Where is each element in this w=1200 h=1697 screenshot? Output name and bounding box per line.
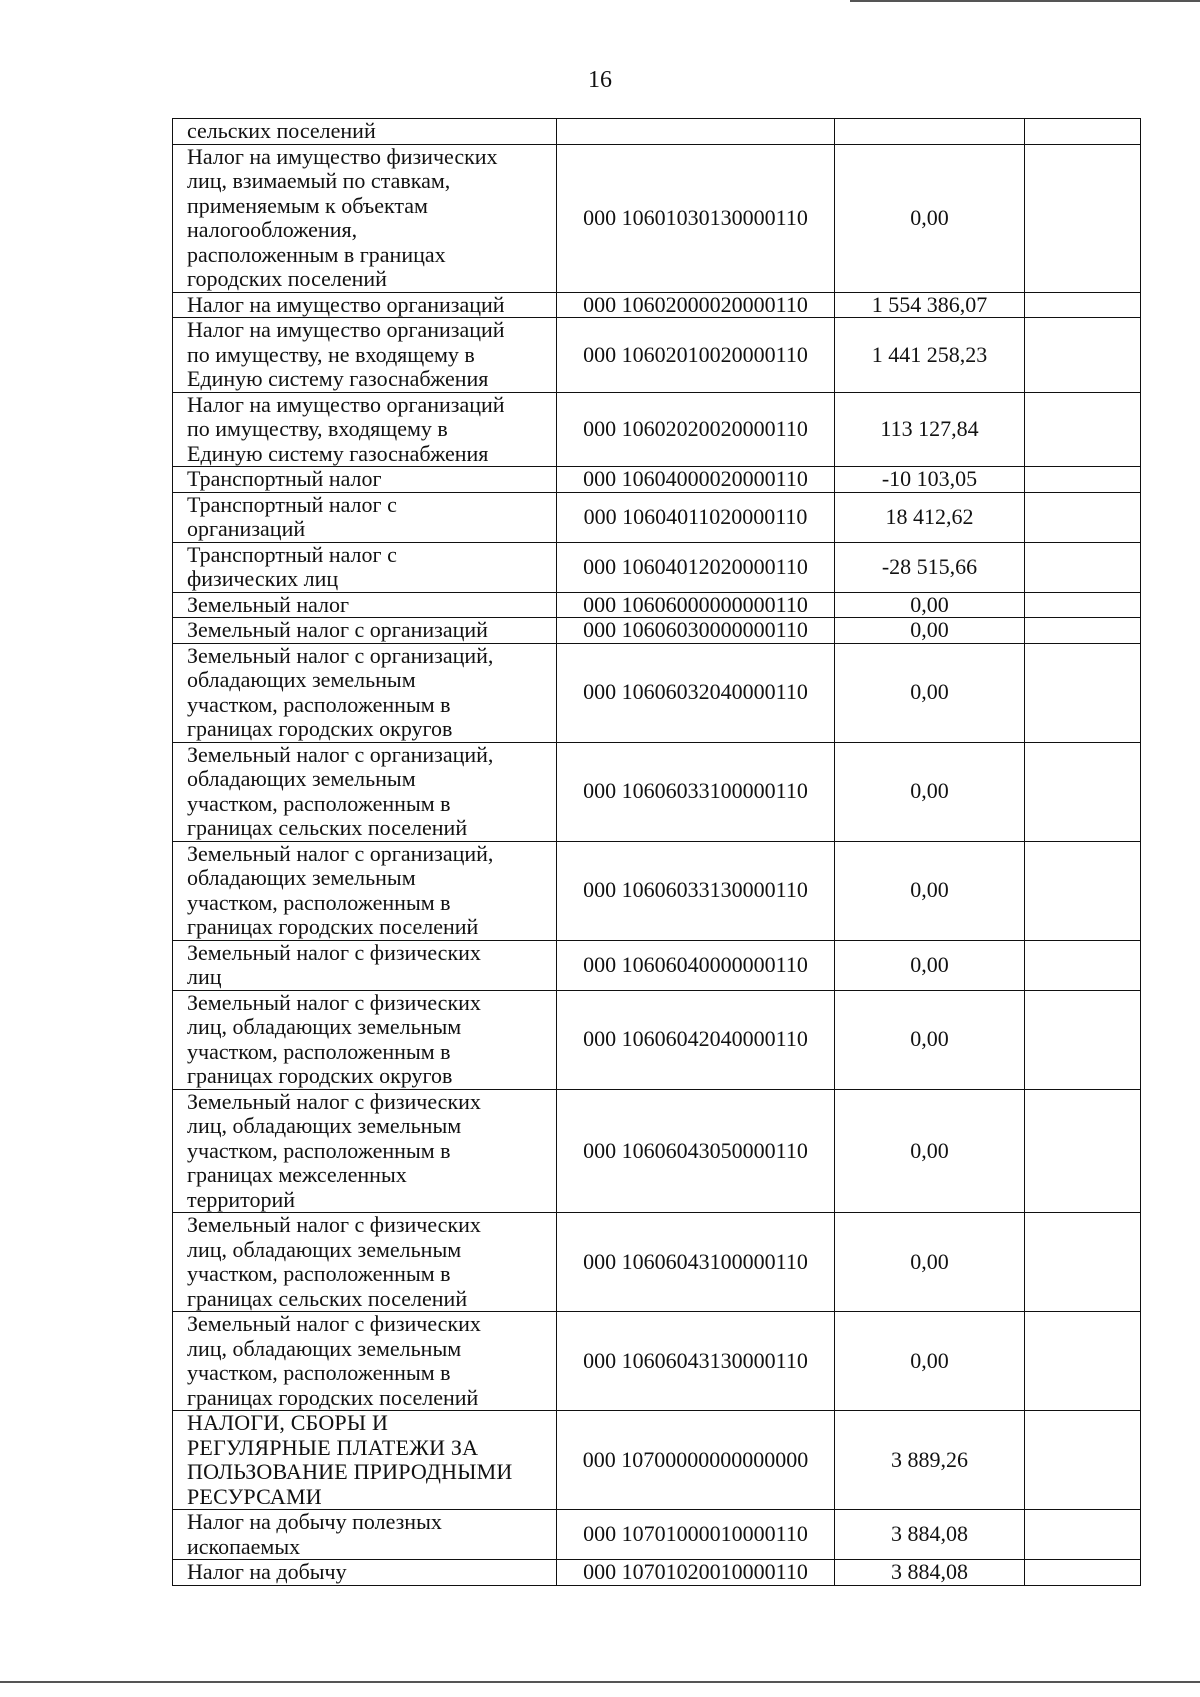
table-row	[173, 542, 1141, 592]
revenue-name-line: физических лиц	[187, 566, 339, 591]
budget-code-cell: 000 10602020020000110	[557, 392, 835, 467]
revenue-name-cell	[173, 841, 557, 940]
empty-column-cell	[1025, 1560, 1141, 1586]
budget-code-cell: 000 10601030130000110	[557, 144, 835, 292]
amount-cell: 3 884,08	[835, 1510, 1025, 1560]
revenue-name-line: границах межселенных	[187, 1162, 407, 1187]
amount-cell: 0,00	[835, 592, 1025, 618]
budget-code-cell: 000 10606033100000110	[557, 742, 835, 841]
empty-column-cell	[1025, 119, 1141, 145]
empty-column-cell	[1025, 1089, 1141, 1213]
amount-cell: 0,00	[835, 841, 1025, 940]
budget-code-cell: 000 10606040000000110	[557, 940, 835, 990]
page-number: 16	[588, 67, 612, 93]
revenue-name-line: границах городских поселений	[187, 1384, 479, 1410]
revenue-name-cell	[173, 1213, 557, 1312]
table-row	[173, 1510, 1141, 1560]
revenue-name-line: границах городских поселений	[187, 914, 479, 939]
amount-cell: 0,00	[835, 618, 1025, 644]
revenue-name-cell	[173, 1510, 557, 1560]
revenue-name-cell	[173, 1312, 557, 1411]
amount-cell: -10 103,05	[835, 467, 1025, 493]
budget-code-cell: 000 10700000000000000	[557, 1411, 835, 1510]
revenue-name-cell	[173, 618, 557, 644]
revenue-name-line: Налог на имущество организаций	[187, 317, 505, 342]
revenue-name-line: Налог на имущество физических	[187, 144, 498, 169]
budget-code-cell	[557, 119, 835, 145]
revenue-name-line: участком, расположенным в	[187, 889, 451, 915]
empty-column-cell	[1025, 492, 1141, 542]
revenue-name-line: РЕСУРСАМИ	[187, 1483, 322, 1509]
revenue-name-line: Единую систему газоснабжения	[187, 440, 489, 466]
revenue-name-line: участком, расположенным в	[187, 790, 451, 816]
revenue-name-cell	[173, 467, 557, 493]
empty-column-cell	[1025, 542, 1141, 592]
revenue-name-line: расположенным в границах	[187, 241, 446, 267]
budget-code-cell: 000 10606042040000110	[557, 990, 835, 1089]
revenue-name-line: налогообложения,	[187, 217, 358, 242]
empty-column-cell	[1025, 292, 1141, 318]
table-row	[173, 119, 1141, 145]
empty-column-cell	[1025, 1510, 1141, 1560]
empty-column-cell	[1025, 318, 1141, 393]
empty-column-cell	[1025, 467, 1141, 493]
revenue-name-line: применяемым к объектам	[187, 192, 428, 218]
budget-code-cell: 000 10604012020000110	[557, 542, 835, 592]
table-row	[173, 618, 1141, 644]
amount-cell: 113 127,84	[835, 392, 1025, 467]
amount-cell: 1 441 258,23	[835, 318, 1025, 393]
revenue-name-line: обладающих земельным	[187, 667, 416, 692]
empty-column-cell	[1025, 990, 1141, 1089]
scan-edge-line-bottom	[0, 1681, 1200, 1683]
revenue-name-line: участком, расположенным в	[187, 1360, 451, 1385]
budget-code-cell: 000 10606043130000110	[557, 1312, 835, 1411]
table-row	[173, 492, 1141, 542]
revenue-name-line: Транспортный налог с	[187, 492, 397, 517]
amount-cell: 0,00	[835, 643, 1025, 742]
table-row	[173, 1089, 1141, 1213]
revenue-name-line: по имуществу, входящему в	[187, 416, 448, 441]
table-row	[173, 643, 1141, 742]
revenue-name-line: лиц, обладающих земельным	[187, 1335, 462, 1361]
empty-column-cell	[1025, 618, 1141, 644]
revenue-name-line: организаций	[187, 516, 306, 541]
table-row	[173, 742, 1141, 841]
amount-cell: 0,00	[835, 742, 1025, 841]
table-row	[173, 592, 1141, 618]
budget-code-cell: 000 10606043050000110	[557, 1089, 835, 1213]
table-row	[173, 940, 1141, 990]
table-row	[173, 1560, 1141, 1586]
table-row	[173, 1411, 1141, 1510]
revenue-name-line: участком, расположенным в	[187, 1137, 451, 1163]
revenue-name-line: обладающих земельным	[187, 766, 416, 791]
revenue-table	[172, 118, 1141, 1586]
budget-code-cell: 000 10701000010000110	[557, 1510, 835, 1560]
revenue-name-line: лиц, обладающих земельным	[187, 1014, 462, 1039]
table-row	[173, 392, 1141, 467]
revenue-name-line: обладающих земельным	[187, 865, 416, 890]
revenue-name-line: Земельный налог с организаций,	[187, 841, 494, 866]
revenue-name-line: Налог на добычу полезных	[187, 1509, 442, 1534]
revenue-name-line: границах сельских поселений	[187, 1285, 468, 1311]
revenue-name-line: городских поселений	[187, 266, 387, 291]
revenue-name-line: Земельный налог	[187, 592, 350, 617]
amount-cell: -28 515,66	[835, 542, 1025, 592]
amount-cell: 0,00	[835, 940, 1025, 990]
amount-cell: 1 554 386,07	[835, 292, 1025, 318]
revenue-name-line: Земельный налог с организаций	[187, 617, 488, 642]
amount-cell: 3 889,26	[835, 1411, 1025, 1510]
revenue-name-line: Транспортный налог	[187, 466, 382, 491]
revenue-name-line: ПОЛЬЗОВАНИЕ ПРИРОДНЫМИ	[187, 1459, 513, 1484]
revenue-name-line: лиц, обладающих земельным	[187, 1236, 462, 1262]
revenue-name-cell	[173, 990, 557, 1089]
table-row	[173, 990, 1141, 1089]
budget-code-cell: 000 10606030000000110	[557, 618, 835, 644]
amount-cell: 0,00	[835, 1213, 1025, 1312]
empty-column-cell	[1025, 1312, 1141, 1411]
table-row	[173, 841, 1141, 940]
revenue-name-line: участком, расположенным в	[187, 1038, 451, 1064]
amount-cell: 0,00	[835, 990, 1025, 1089]
amount-cell: 3 884,08	[835, 1560, 1025, 1586]
revenue-name-cell	[173, 1560, 557, 1586]
revenue-name-line: РЕГУЛЯРНЫЕ ПЛАТЕЖИ ЗА	[187, 1434, 479, 1460]
amount-cell: 18 412,62	[835, 492, 1025, 542]
budget-code-cell: 000 10606000000000110	[557, 592, 835, 618]
revenue-name-line: территорий	[187, 1186, 296, 1212]
empty-column-cell	[1025, 841, 1141, 940]
budget-code-cell: 000 10604000020000110	[557, 467, 835, 493]
revenue-name-line: Единую систему газоснабжения	[187, 366, 489, 391]
revenue-name-line: участком, расположенным в	[187, 691, 451, 717]
revenue-name-line: Земельный налог с физических	[187, 1212, 481, 1237]
empty-column-cell	[1025, 592, 1141, 618]
revenue-name-cell	[173, 1089, 557, 1213]
budget-code-cell: 000 10602010020000110	[557, 318, 835, 393]
revenue-name-line: лиц	[187, 964, 222, 989]
scan-edge-line-top	[850, 0, 1200, 2]
table-row	[173, 318, 1141, 393]
amount-cell: 0,00	[835, 144, 1025, 292]
revenue-name-line: Земельный налог с физических	[187, 1089, 481, 1114]
revenue-name-line: лиц, обладающих земельным	[187, 1113, 462, 1138]
revenue-name-line: Земельный налог с физических	[187, 1311, 481, 1336]
revenue-name-line: Налог на добычу	[187, 1559, 347, 1584]
revenue-name-cell	[173, 144, 557, 292]
revenue-name-cell	[173, 492, 557, 542]
table-row	[173, 144, 1141, 292]
budget-code-cell: 000 10701020010000110	[557, 1560, 835, 1586]
revenue-name-cell	[173, 1411, 557, 1510]
budget-code-cell: 000 10606043100000110	[557, 1213, 835, 1312]
revenue-name-cell	[173, 318, 557, 393]
amount-cell: 0,00	[835, 1089, 1025, 1213]
revenue-name-line: Налог на имущество организаций	[187, 292, 505, 317]
budget-code-cell: 000 10606033130000110	[557, 841, 835, 940]
revenue-name-cell	[173, 940, 557, 990]
revenue-name-cell	[173, 392, 557, 467]
budget-code-cell: 000 10602000020000110	[557, 292, 835, 318]
empty-column-cell	[1025, 1213, 1141, 1312]
table-row	[173, 1312, 1141, 1411]
revenue-name-line: по имуществу, не входящему в	[187, 341, 475, 367]
revenue-name-line: лиц, взимаемый по ставкам,	[187, 168, 451, 193]
revenue-name-cell	[173, 542, 557, 592]
revenue-name-line: Земельный налог с физических	[187, 990, 481, 1015]
revenue-name-cell	[173, 592, 557, 618]
empty-column-cell	[1025, 144, 1141, 292]
empty-column-cell	[1025, 392, 1141, 467]
table-row	[173, 292, 1141, 318]
revenue-name-line: Земельный налог с физических	[187, 940, 481, 965]
empty-column-cell	[1025, 1411, 1141, 1510]
revenue-name-cell	[173, 742, 557, 841]
budget-code-cell: 000 10606032040000110	[557, 643, 835, 742]
budget-code-cell: 000 10604011020000110	[557, 492, 835, 542]
revenue-name-line: Транспортный налог с	[187, 542, 397, 567]
revenue-name-cell	[173, 292, 557, 318]
amount-cell: 0,00	[835, 1312, 1025, 1411]
revenue-name-line: границах сельских поселений	[187, 815, 468, 840]
amount-cell	[835, 119, 1025, 145]
table-row	[173, 467, 1141, 493]
revenue-name-line: сельских поселений	[187, 118, 376, 143]
revenue-name-line: Налог на имущество организаций	[187, 392, 505, 417]
revenue-name-line: участком, расположенным в	[187, 1261, 451, 1286]
empty-column-cell	[1025, 643, 1141, 742]
revenue-name-line: Земельный налог с организаций,	[187, 643, 494, 668]
revenue-name-line: НАЛОГИ, СБОРЫ И	[187, 1410, 389, 1435]
empty-column-cell	[1025, 742, 1141, 841]
table-row	[173, 1213, 1141, 1312]
revenue-name-cell	[173, 643, 557, 742]
revenue-name-line: ископаемых	[187, 1533, 301, 1559]
empty-column-cell	[1025, 940, 1141, 990]
revenue-name-line: Земельный налог с организаций,	[187, 742, 494, 767]
revenue-name-cell	[173, 119, 557, 145]
revenue-name-line: границах городских округов	[187, 716, 453, 741]
table-body	[173, 119, 1141, 1586]
revenue-name-line: границах городских округов	[187, 1063, 453, 1088]
